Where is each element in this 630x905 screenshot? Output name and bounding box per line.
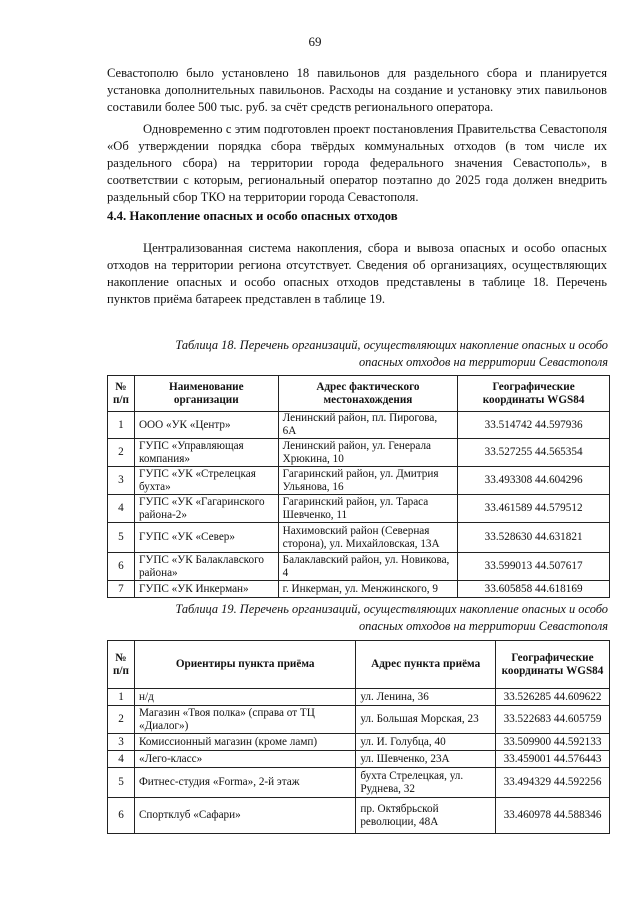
table-row [108,706,610,734]
row-number: 3 [108,734,135,751]
organization-name: ГУПС «УК «Север» [134,523,278,553]
table19-header-landmark: Ориентиры пункта приёма [134,641,355,689]
table-row [108,751,610,768]
row-number: 2 [108,439,135,467]
landmark: Комиссионный магазин (кроме ламп) [134,734,355,751]
coordinates: 33.459001 44.576443 [496,751,610,768]
organization-address: Ленинский район, пл. Пирогова, 6А [278,412,458,439]
coordinates: 33.526285 44.609622 [496,689,610,706]
table-row [108,523,610,553]
row-number: 4 [108,495,135,523]
collection-point-address: ул. Большая Морская, 23 [356,706,496,734]
coordinates: 33.522683 44.605759 [496,706,610,734]
table18-header-coords: Географические координаты WGS84 [458,376,610,412]
organization-name: ГУПС «УК «Гагаринского района-2» [134,495,278,523]
row-number: 1 [108,689,135,706]
organization-name: ГУПС «УК «Стрелецкая бухта» [134,467,278,495]
row-number: 2 [108,706,135,734]
row-number: 7 [108,581,135,598]
table18-caption: Таблица 18. Перечень организаций, осуществляющих накопление опасных и особо опасных отходов на территории Севастополя [175,338,608,369]
collection-point-address: ул. Ленина, 36 [356,689,496,706]
table18-header-name: Наименование организации [134,376,278,412]
table-row [108,768,610,798]
collection-point-address: ул. Шевченко, 23А [356,751,496,768]
table-row [108,412,610,439]
table-row [108,689,610,706]
landmark: н/д [134,689,355,706]
organization-address: Гагаринский район, ул. Тараса Шевченко, 11 [278,495,458,523]
coordinates: 33.605858 44.618169 [458,581,610,598]
table19-header-coords: Географические координаты WGS84 [496,641,610,689]
table19-header-address: Адрес пункта приёма [356,641,496,689]
coordinates: 33.460978 44.588346 [496,798,610,834]
table-row [108,798,610,834]
section-heading: 4.4. Накопление опасных и особо опасных отходов [107,209,398,223]
coordinates: 33.494329 44.592256 [496,768,610,798]
row-number: 1 [108,412,135,439]
table-row [108,439,610,467]
coordinates: 33.461589 44.579512 [458,495,610,523]
table-row [108,734,610,751]
row-number: 3 [108,467,135,495]
landmark: Спортклуб «Сафари» [134,798,355,834]
table19-header-num: № п/п [108,641,135,689]
table-row [108,553,610,581]
organization-address: Балаклавский район, ул. Новикова, 4 [278,553,458,581]
coordinates: 33.514742 44.597936 [458,412,610,439]
coordinates: 33.509900 44.592133 [496,734,610,751]
table-19 [107,640,610,834]
row-number: 4 [108,751,135,768]
table-18 [107,375,610,598]
page-number: 69 [308,34,322,49]
table-row [108,467,610,495]
landmark: «Лего-класс» [134,751,355,768]
organization-name: ГУПС «Управляющая компания» [134,439,278,467]
table19-caption: Таблица 19. Перечень организаций, осуществляющих накопление опасных и особо опасных отходов на территории Севастополя [175,602,608,633]
table-row [108,581,610,598]
organization-address: Ленинский район, ул. Генерала Хрюкина, 10 [278,439,458,467]
organization-address: г. Инкерман, ул. Менжинского, 9 [278,581,458,598]
coordinates: 33.493308 44.604296 [458,467,610,495]
paragraph-3: Централизованная система накопления, сбора и вывоза опасных и особо опасных отходов на территории региона отсутствует. Сведения об организациях, осуществляющих накопление опасных и особо опасных отходов представлены в таблице 18. Перечень пунктов приёма батареек представлен в таблице 19. [107,241,607,306]
organization-address: Нахимовский район (Северная сторона), ул. Михайловская, 13А [278,523,458,553]
row-number: 6 [108,553,135,581]
organization-name: ГУПС «УК Балаклавского района» [134,553,278,581]
collection-point-address: пр. Октябрьской революции, 48А [356,798,496,834]
coordinates: 33.527255 44.565354 [458,439,610,467]
paragraph-2: Одновременно с этим подготовлен проект постановления Правительства Севастополя «Об утверждении порядка сбора твёрдых коммунальных отходов (в том числе их раздельного сбора) на территории города федерального значения Севастополь», в соответствии с которым, региональный оператор поэтапно до 2025 года должен внедрить раздельный сбор ТКО на территории города Севастополя. [107,122,607,204]
table-row [108,495,610,523]
landmark: Фитнес-студия «Forma», 2-й этаж [134,768,355,798]
organization-address: Гагаринский район, ул. Дмитрия Ульянова, 16 [278,467,458,495]
row-number: 6 [108,798,135,834]
row-number: 5 [108,523,135,553]
collection-point-address: бухта Стрелецкая, ул. Руднева, 32 [356,768,496,798]
coordinates: 33.599013 44.507617 [458,553,610,581]
coordinates: 33.528630 44.631821 [458,523,610,553]
collection-point-address: ул. И. Голубца, 40 [356,734,496,751]
organization-name: ООО «УК «Центр» [134,412,278,439]
landmark: Магазин «Твоя полка» (справа от ТЦ «Диалог») [134,706,355,734]
table18-header-address: Адрес фактического местонахождения [278,376,458,412]
organization-name: ГУПС «УК Инкерман» [134,581,278,598]
table18-header-num: № п/п [108,376,135,412]
paragraph-1: Севастополю было установлено 18 павильонов для раздельного сбора и планируется установка дополнительных павильонов. Расходы на создание и установку этих павильонов составили более 500 тыс. руб. за счёт средств регионального оператора. [107,66,607,114]
row-number: 5 [108,768,135,798]
